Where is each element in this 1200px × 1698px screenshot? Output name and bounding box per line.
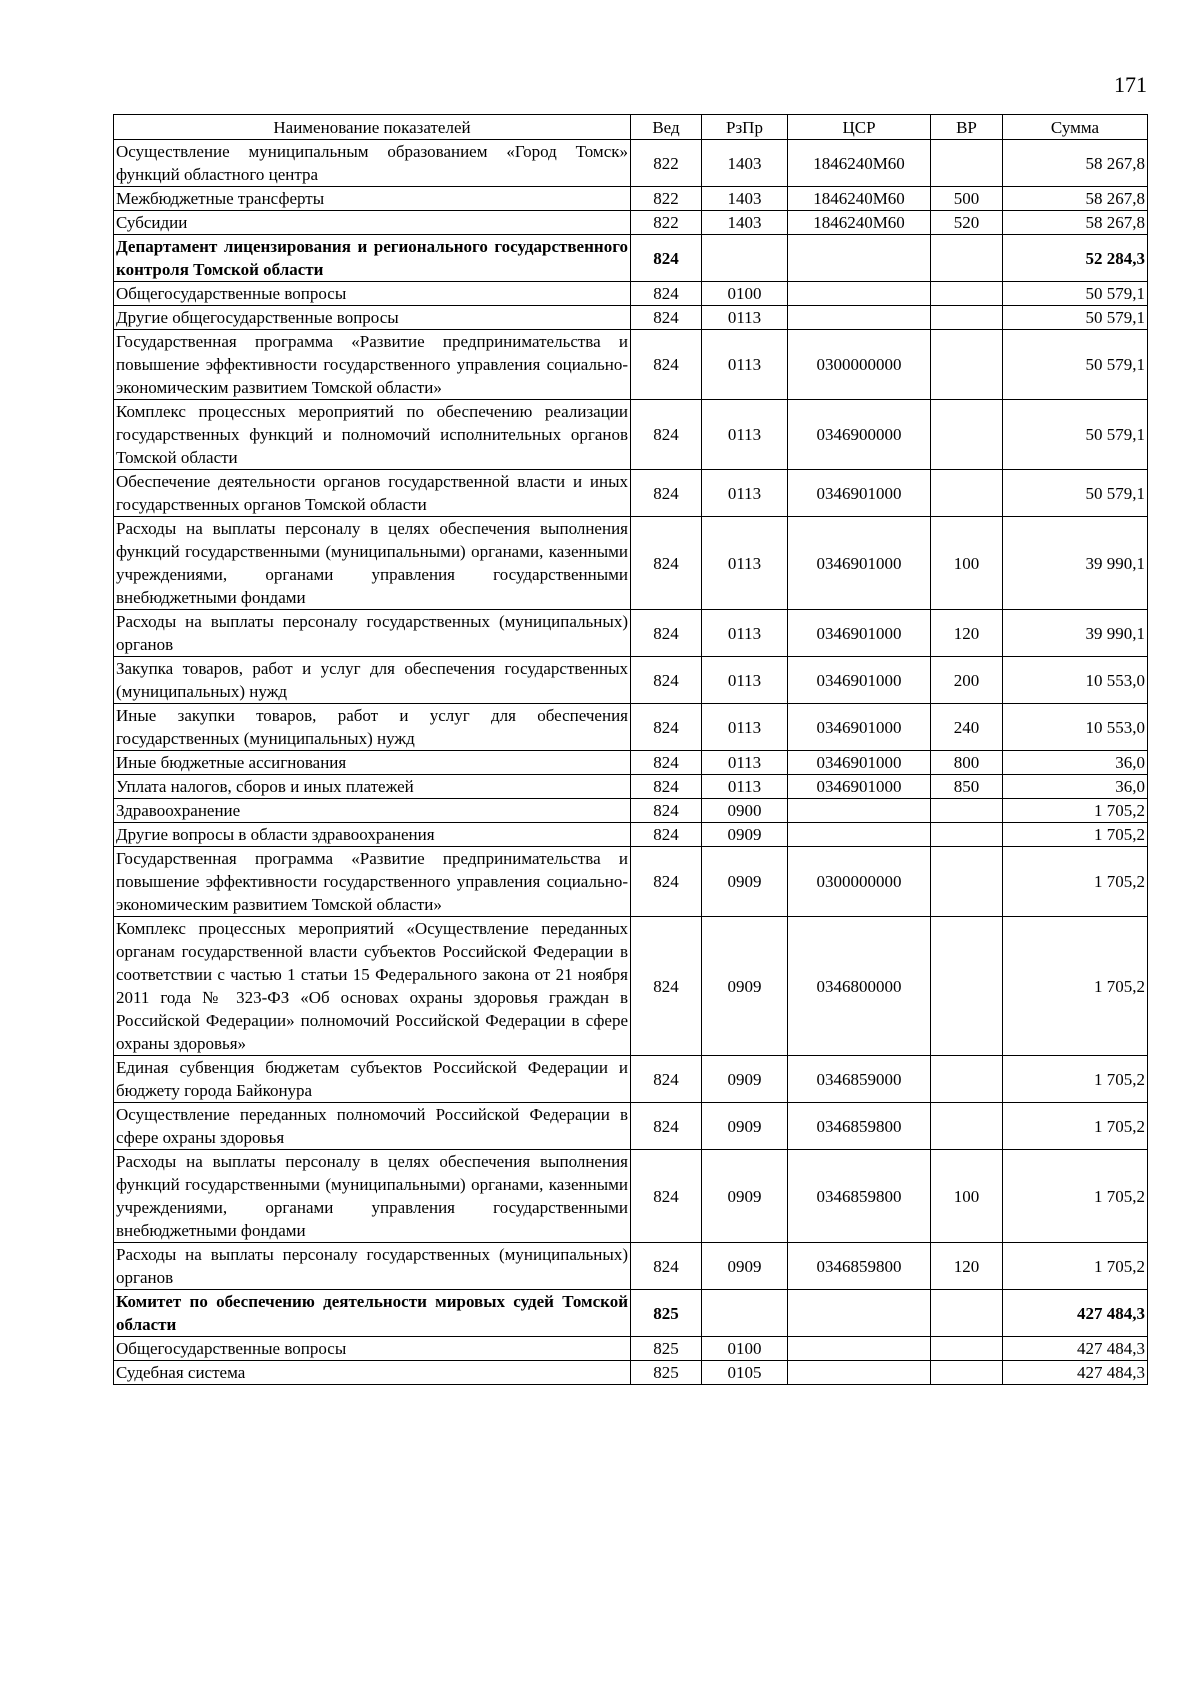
table-row xyxy=(114,751,1148,775)
cell-rzpr: 0105 xyxy=(702,1361,788,1385)
cell-rzpr: 0909 xyxy=(702,917,788,1056)
cell-vr xyxy=(931,1290,1003,1337)
table-header-row xyxy=(114,115,1148,140)
table-row xyxy=(114,330,1148,400)
header-sum: Сумма xyxy=(1003,115,1148,140)
table-row xyxy=(114,1056,1148,1103)
cell-sum: 50 579,1 xyxy=(1003,306,1148,330)
cell-rzpr: 1403 xyxy=(702,140,788,187)
cell-rzpr: 0113 xyxy=(702,657,788,704)
cell-sum: 36,0 xyxy=(1003,775,1148,799)
cell-name: Общегосударственные вопросы xyxy=(114,282,631,306)
cell-rzpr: 0909 xyxy=(702,823,788,847)
cell-vr: 520 xyxy=(931,211,1003,235)
cell-ved: 824 xyxy=(631,306,702,330)
cell-rzpr: 0113 xyxy=(702,751,788,775)
cell-name: Здравоохранение xyxy=(114,799,631,823)
cell-csr xyxy=(788,823,931,847)
cell-sum: 58 267,8 xyxy=(1003,140,1148,187)
cell-sum: 52 284,3 xyxy=(1003,235,1148,282)
cell-sum: 1 705,2 xyxy=(1003,1056,1148,1103)
cell-csr: 0346859800 xyxy=(788,1243,931,1290)
cell-ved: 824 xyxy=(631,400,702,470)
cell-csr xyxy=(788,1361,931,1385)
cell-rzpr: 0909 xyxy=(702,847,788,917)
cell-rzpr: 0113 xyxy=(702,470,788,517)
cell-vr xyxy=(931,306,1003,330)
cell-sum: 39 990,1 xyxy=(1003,517,1148,610)
cell-sum: 427 484,3 xyxy=(1003,1290,1148,1337)
cell-ved: 824 xyxy=(631,751,702,775)
cell-vr: 100 xyxy=(931,1150,1003,1243)
cell-name: Единая субвенция бюджетам субъектов Российской Федерации и бюджету города Байконура xyxy=(114,1056,631,1103)
cell-name: Иные бюджетные ассигнования xyxy=(114,751,631,775)
cell-rzpr xyxy=(702,1290,788,1337)
cell-csr: 1846240М60 xyxy=(788,140,931,187)
cell-csr: 0346901000 xyxy=(788,470,931,517)
cell-csr: 0346800000 xyxy=(788,917,931,1056)
cell-name: Уплата налогов, сборов и иных платежей xyxy=(114,775,631,799)
table-row xyxy=(114,1361,1148,1385)
table-row xyxy=(114,917,1148,1056)
cell-vr: 800 xyxy=(931,751,1003,775)
cell-vr xyxy=(931,282,1003,306)
cell-vr xyxy=(931,1337,1003,1361)
cell-csr: 0346900000 xyxy=(788,400,931,470)
cell-rzpr: 1403 xyxy=(702,187,788,211)
cell-vr: 240 xyxy=(931,704,1003,751)
cell-csr: 0346901000 xyxy=(788,610,931,657)
cell-name: Обеспечение деятельности органов государственной власти и иных государственных органов Томской области xyxy=(114,470,631,517)
header-vr: ВР xyxy=(931,115,1003,140)
cell-ved: 824 xyxy=(631,799,702,823)
cell-vr xyxy=(931,140,1003,187)
table-row xyxy=(114,847,1148,917)
cell-name: Осуществление муниципальным образованием «Город Томск» функций областного центра xyxy=(114,140,631,187)
table-row xyxy=(114,1103,1148,1150)
cell-ved: 825 xyxy=(631,1290,702,1337)
cell-csr: 0346859800 xyxy=(788,1150,931,1243)
cell-vr: 120 xyxy=(931,1243,1003,1290)
cell-csr: 0346901000 xyxy=(788,517,931,610)
cell-name: Иные закупки товаров, работ и услуг для обеспечения государственных (муниципальных) нужд xyxy=(114,704,631,751)
cell-rzpr: 0909 xyxy=(702,1056,788,1103)
cell-sum: 39 990,1 xyxy=(1003,610,1148,657)
cell-sum: 10 553,0 xyxy=(1003,657,1148,704)
cell-ved: 824 xyxy=(631,610,702,657)
cell-csr: 0300000000 xyxy=(788,847,931,917)
cell-rzpr: 0113 xyxy=(702,775,788,799)
cell-ved: 824 xyxy=(631,704,702,751)
table-row xyxy=(114,775,1148,799)
cell-rzpr: 0900 xyxy=(702,799,788,823)
cell-csr: 1846240М60 xyxy=(788,187,931,211)
cell-csr: 0346901000 xyxy=(788,657,931,704)
table-row xyxy=(114,400,1148,470)
cell-sum: 50 579,1 xyxy=(1003,400,1148,470)
cell-name: Осуществление переданных полномочий Российской Федерации в сфере охраны здоровья xyxy=(114,1103,631,1150)
cell-sum: 427 484,3 xyxy=(1003,1337,1148,1361)
cell-sum: 1 705,2 xyxy=(1003,917,1148,1056)
cell-name: Закупка товаров, работ и услуг для обеспечения государственных (муниципальных) нужд xyxy=(114,657,631,704)
cell-csr: 0300000000 xyxy=(788,330,931,400)
cell-rzpr xyxy=(702,235,788,282)
table-row xyxy=(114,470,1148,517)
header-name: Наименование показателей xyxy=(114,115,631,140)
cell-vr xyxy=(931,330,1003,400)
cell-vr: 850 xyxy=(931,775,1003,799)
table-row xyxy=(114,140,1148,187)
cell-rzpr: 0113 xyxy=(702,400,788,470)
cell-csr xyxy=(788,235,931,282)
cell-rzpr: 0909 xyxy=(702,1150,788,1243)
cell-ved: 824 xyxy=(631,282,702,306)
cell-name: Расходы на выплаты персоналу государственных (муниципальных) органов xyxy=(114,1243,631,1290)
cell-vr xyxy=(931,1103,1003,1150)
cell-name: Межбюджетные трансферты xyxy=(114,187,631,211)
cell-rzpr: 0909 xyxy=(702,1103,788,1150)
cell-name: Другие вопросы в области здравоохранения xyxy=(114,823,631,847)
cell-vr xyxy=(931,1056,1003,1103)
cell-sum: 50 579,1 xyxy=(1003,282,1148,306)
cell-name: Расходы на выплаты персоналу в целях обеспечения выполнения функций государственными (муниципальными) органами, казенными учреждениями, органами управления государственными внебюджетными фондами xyxy=(114,1150,631,1243)
cell-rzpr: 0113 xyxy=(702,610,788,657)
cell-ved: 824 xyxy=(631,917,702,1056)
cell-vr xyxy=(931,470,1003,517)
budget-table xyxy=(113,114,1148,1385)
page-number: 171 xyxy=(1114,72,1147,97)
cell-rzpr: 0909 xyxy=(702,1243,788,1290)
cell-name: Комплекс процессных мероприятий по обеспечению реализации государственных функций и полномочий исполнительных органов Томской области xyxy=(114,400,631,470)
cell-ved: 824 xyxy=(631,517,702,610)
cell-name: Общегосударственные вопросы xyxy=(114,1337,631,1361)
cell-ved: 825 xyxy=(631,1361,702,1385)
cell-name: Комплекс процессных мероприятий «Осуществление переданных органам государственной власти субъектов Российской Федерации в соответствии с частью 1 статьи 15 Федерального закона от 21 ноября 2011 года № 323-ФЗ «Об основах охраны здоровья граждан в Российской Федерации» полномочий Российской Федерации в сфере охраны здоровья» xyxy=(114,917,631,1056)
cell-vr xyxy=(931,917,1003,1056)
cell-sum: 36,0 xyxy=(1003,751,1148,775)
cell-vr xyxy=(931,799,1003,823)
cell-sum: 10 553,0 xyxy=(1003,704,1148,751)
cell-name: Комитет по обеспечению деятельности мировых судей Томской области xyxy=(114,1290,631,1337)
cell-ved: 824 xyxy=(631,775,702,799)
cell-vr xyxy=(931,400,1003,470)
cell-name: Государственная программа «Развитие предпринимательства и повышение эффективности государственного управления социально-экономическим развитием Томской области» xyxy=(114,330,631,400)
cell-ved: 824 xyxy=(631,1056,702,1103)
table-row xyxy=(114,657,1148,704)
cell-csr: 0346901000 xyxy=(788,704,931,751)
table-row xyxy=(114,1290,1148,1337)
table-row xyxy=(114,1150,1148,1243)
cell-sum: 1 705,2 xyxy=(1003,1150,1148,1243)
cell-ved: 822 xyxy=(631,211,702,235)
cell-ved: 824 xyxy=(631,1103,702,1150)
cell-name: Субсидии xyxy=(114,211,631,235)
cell-rzpr: 0113 xyxy=(702,517,788,610)
cell-csr: 1846240М60 xyxy=(788,211,931,235)
cell-ved: 824 xyxy=(631,1243,702,1290)
cell-sum: 50 579,1 xyxy=(1003,330,1148,400)
cell-sum: 1 705,2 xyxy=(1003,1243,1148,1290)
cell-vr xyxy=(931,847,1003,917)
cell-csr xyxy=(788,799,931,823)
cell-ved: 824 xyxy=(631,330,702,400)
cell-sum: 427 484,3 xyxy=(1003,1361,1148,1385)
cell-ved: 825 xyxy=(631,1337,702,1361)
cell-rzpr: 0100 xyxy=(702,282,788,306)
cell-sum: 1 705,2 xyxy=(1003,847,1148,917)
table-row xyxy=(114,1243,1148,1290)
table-body xyxy=(114,140,1148,1385)
cell-ved: 822 xyxy=(631,140,702,187)
header-csr: ЦСР xyxy=(788,115,931,140)
cell-name: Государственная программа «Развитие предпринимательства и повышение эффективности государственного управления социально-экономическим развитием Томской области» xyxy=(114,847,631,917)
cell-name: Другие общегосударственные вопросы xyxy=(114,306,631,330)
table-row xyxy=(114,235,1148,282)
cell-csr xyxy=(788,1337,931,1361)
cell-rzpr: 0113 xyxy=(702,704,788,751)
cell-rzpr: 0100 xyxy=(702,1337,788,1361)
cell-ved: 824 xyxy=(631,1150,702,1243)
cell-csr: 0346901000 xyxy=(788,775,931,799)
cell-csr xyxy=(788,306,931,330)
table-row xyxy=(114,704,1148,751)
cell-sum: 58 267,8 xyxy=(1003,211,1148,235)
table-row xyxy=(114,610,1148,657)
header-ved: Вед xyxy=(631,115,702,140)
table-row xyxy=(114,799,1148,823)
table-row xyxy=(114,823,1148,847)
header-rzpr: РзПр xyxy=(702,115,788,140)
cell-csr: 0346859000 xyxy=(788,1056,931,1103)
cell-rzpr: 1403 xyxy=(702,211,788,235)
cell-vr xyxy=(931,823,1003,847)
cell-csr: 0346901000 xyxy=(788,751,931,775)
cell-sum: 1 705,2 xyxy=(1003,823,1148,847)
cell-ved: 824 xyxy=(631,470,702,517)
cell-sum: 50 579,1 xyxy=(1003,470,1148,517)
cell-vr xyxy=(931,1361,1003,1385)
cell-rzpr: 0113 xyxy=(702,306,788,330)
cell-name: Департамент лицензирования и регионального государственного контроля Томской области xyxy=(114,235,631,282)
table-row xyxy=(114,211,1148,235)
cell-sum: 58 267,8 xyxy=(1003,187,1148,211)
cell-sum: 1 705,2 xyxy=(1003,799,1148,823)
table-row xyxy=(114,1337,1148,1361)
cell-ved: 822 xyxy=(631,187,702,211)
cell-vr xyxy=(931,235,1003,282)
table-row xyxy=(114,282,1148,306)
cell-vr: 120 xyxy=(931,610,1003,657)
cell-name: Расходы на выплаты персоналу в целях обеспечения выполнения функций государственными (муниципальными) органами, казенными учреждениями, органами управления государственными внебюджетными фондами xyxy=(114,517,631,610)
cell-csr: 0346859800 xyxy=(788,1103,931,1150)
cell-sum: 1 705,2 xyxy=(1003,1103,1148,1150)
table-row xyxy=(114,187,1148,211)
cell-vr: 200 xyxy=(931,657,1003,704)
cell-ved: 824 xyxy=(631,235,702,282)
cell-vr: 500 xyxy=(931,187,1003,211)
cell-rzpr: 0113 xyxy=(702,330,788,400)
cell-vr: 100 xyxy=(931,517,1003,610)
cell-csr xyxy=(788,1290,931,1337)
cell-csr xyxy=(788,282,931,306)
cell-ved: 824 xyxy=(631,657,702,704)
cell-name: Судебная система xyxy=(114,1361,631,1385)
table-row xyxy=(114,517,1148,610)
cell-ved: 824 xyxy=(631,847,702,917)
cell-ved: 824 xyxy=(631,823,702,847)
table-row xyxy=(114,306,1148,330)
cell-name: Расходы на выплаты персоналу государственных (муниципальных) органов xyxy=(114,610,631,657)
